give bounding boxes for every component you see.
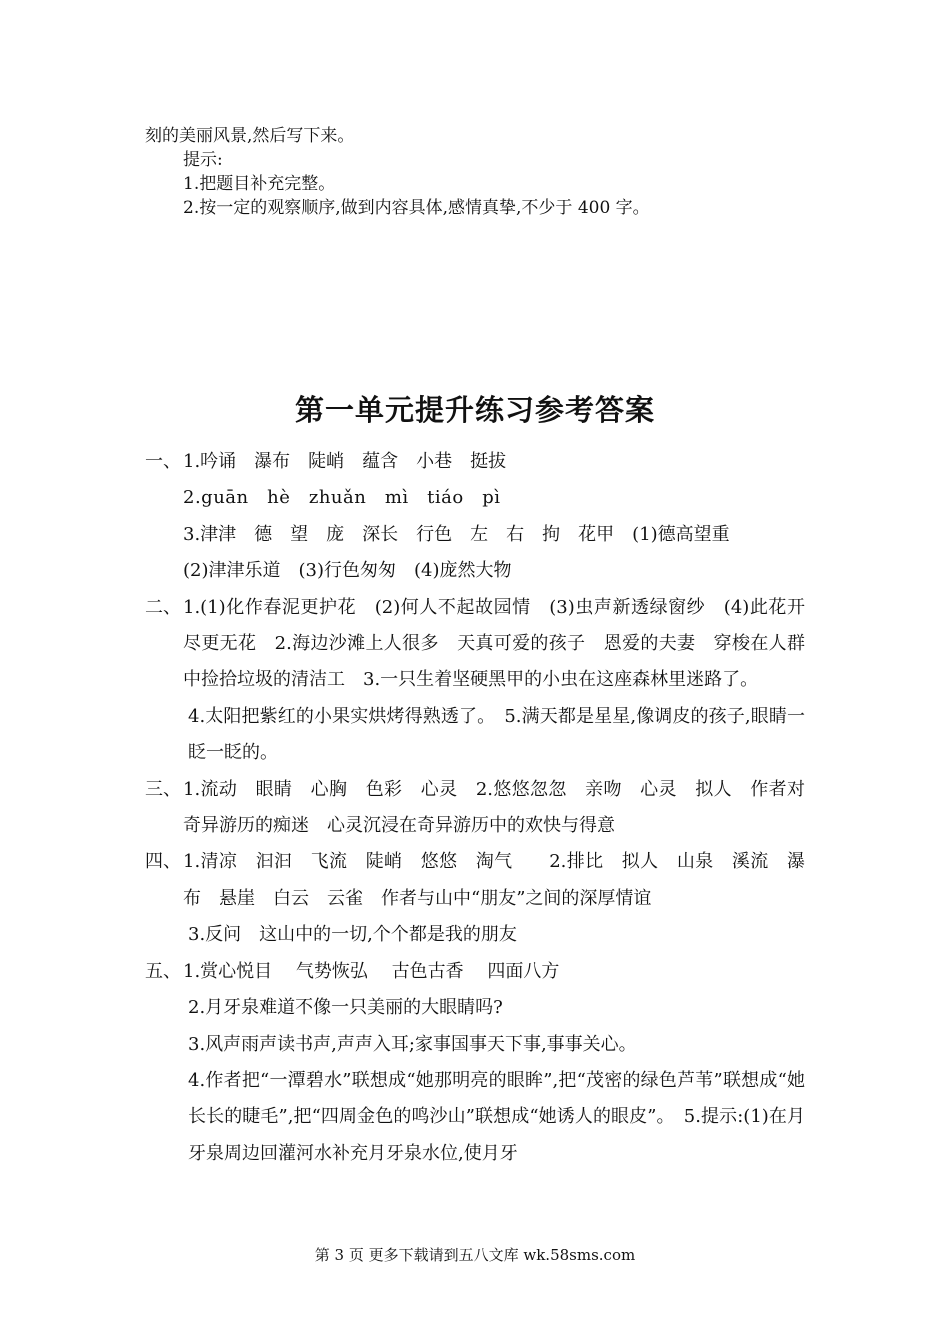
composition-prompt-continuation: [145, 124, 825, 220]
answer-paragraph: 1.(1)化作春泥更护花 (2)何人不起故园情 (3)虫声新透绿窗纱 (4)此花开尽更无花 2.海边沙滩上人很多 天真可爱的孩子 恩爱的夫妻 穿梭在人群中捡拾垃圾的清洁工 3.一只生着坚硬黑甲的小虫在这座森林里迷路了。: [183, 596, 805, 691]
section-number: 三、: [145, 778, 181, 800]
answer-section-5: [145, 954, 805, 1172]
section-number: 五、: [145, 960, 181, 982]
section-number: 四、: [145, 851, 181, 873]
answer-paragraph: 1.流动 眼睛 心胸 色彩 心灵 2.悠悠忽忽 亲吻 心灵 拟人 作者对奇异游历的痴迷 心灵沉浸在奇异游历中的欢快与得意: [183, 778, 805, 837]
pinyin-line: 2.guān hè zhuǎn mì tiáo pì: [183, 487, 501, 509]
answer-paragraph: 1.清凉 汩汩 飞流 陡峭 悠悠 淘气 2.排比 拟人 山泉 溪流 瀑布 悬崖 白云 云雀 作者与山中“朋友”之间的深厚情谊: [183, 851, 805, 909]
page-footer: 第 3 页 更多下载请到五八文库 wk.58sms.com: [314, 1246, 636, 1264]
section-number: 二、: [145, 596, 181, 618]
answer-paragraph: 4.太阳把紫红的小果实烘烤得熟透了。 5.满天都是星星,像调皮的孩子,眼睛一眨一眨的。: [188, 705, 805, 764]
answer-line: 3.风声雨声读书声,声声入耳;家事国事天下事,事事关心。: [188, 1033, 637, 1055]
answer-section-1: [145, 444, 805, 590]
answer-line: 3.津津 德 望 庞 深长 行色 左 右 拘 花甲 (1)德高望重: [183, 523, 730, 545]
answer-section-2: [145, 590, 805, 772]
hint-item-2: 2.按一定的观察顺序,做到内容具体,感情真挚,不少于 400 字。: [183, 198, 650, 218]
answer-line: (2)津津乐道 (3)行色匆匆 (4)庞然大物: [183, 560, 512, 582]
page-title: 第一单元提升练习参考答案: [294, 393, 655, 427]
answer-section-4: [145, 844, 805, 953]
answer-list: [145, 444, 805, 1172]
answer-line: 1.吟诵 瀑布 陡峭 蕴含 小巷 挺拔: [183, 451, 507, 472]
hint-item-1: 1.把题目补充完整。: [183, 174, 336, 194]
section-number: 一、: [145, 451, 181, 472]
answer-section-3: [145, 772, 805, 845]
answer-paragraph: 3.反问 这山中的一切,个个都是我的朋友: [188, 924, 517, 946]
answer-line: 1.赏心悦目 气势恢弘 古色古香 四面八方: [183, 960, 560, 982]
prompt-line: 刻的美丽风景,然后写下来。: [145, 126, 355, 146]
hint-label: 提示:: [183, 150, 223, 170]
answer-line: 2.月牙泉难道不像一只美丽的大眼睛吗?: [188, 997, 503, 1019]
answer-paragraph: 4.作者把“一潭碧水”联想成“她那明亮的眼眸”,把“茂密的绿色芦苇”联想成“她长长的睫毛”,把“四周金色的鸣沙山”联想成“她诱人的眼皮”。 5.提示:(1)在月牙泉周边回灌河水补充月牙泉水位,使月牙: [188, 1069, 805, 1164]
